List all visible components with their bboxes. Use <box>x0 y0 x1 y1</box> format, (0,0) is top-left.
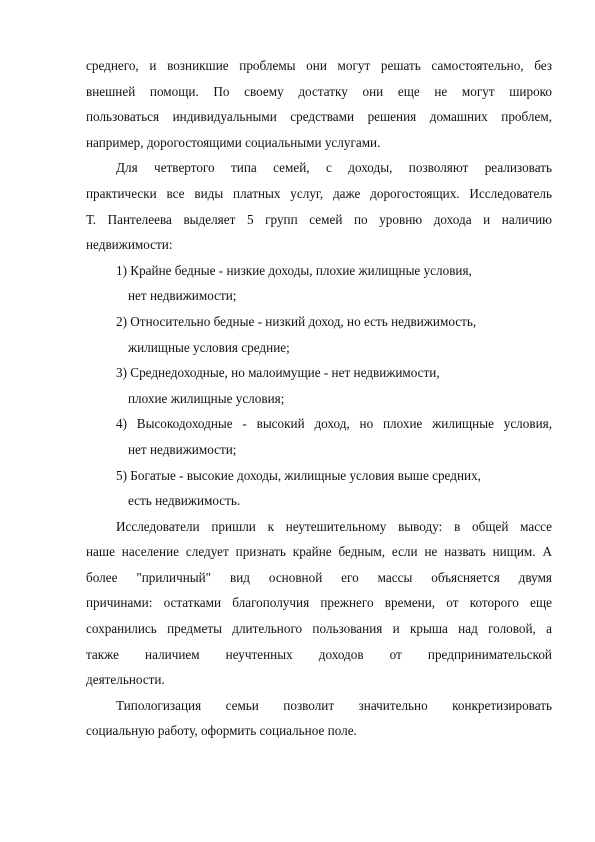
text-line: сохранились предметы длительного пользования и крыша над головой, а <box>86 621 552 637</box>
list-item-continuation: плохие жилищные условия; <box>128 390 285 406</box>
list-item-continuation: жилищные условия средние; <box>128 339 290 355</box>
text-line: пользоваться индивидуальными средствами решения домашних проблем, <box>86 109 552 125</box>
text-line: недвижимости: <box>86 237 173 253</box>
text-line: практически все виды платных услуг, даже дорогостоящих. Исследователь <box>86 185 552 201</box>
list-item <box>86 360 552 411</box>
text-line: социальную работу, оформить социальное поле. <box>86 723 357 739</box>
list-item-text: 3) Среднедоходные, но малоимущие - нет недвижимости, <box>116 365 440 381</box>
text-line: Для четвертого типа семей, с доходы, позволяют реализовать <box>116 160 552 176</box>
text-line: более "приличный" вид основной его массы объясняется двумя <box>86 569 552 585</box>
text-line: наше население следует признать крайне бедным, если не назвать нищим. А <box>86 544 552 560</box>
document-text <box>86 53 552 744</box>
text-line: Типологизация семьи позволит значительно конкретизировать <box>116 697 552 713</box>
list-item <box>86 258 552 309</box>
paragraph-continuation <box>86 53 552 155</box>
text-line: также наличием неучтенных доходов от предпринимательской <box>86 646 552 662</box>
list-item-continuation: есть недвижимость. <box>128 493 241 509</box>
text-line: среднего, и возникшие проблемы они могут решать самостоятельно, без <box>86 58 552 73</box>
text-line: деятельности. <box>86 672 165 688</box>
list-item <box>86 309 552 360</box>
list-item <box>86 463 552 514</box>
list-item <box>86 411 552 462</box>
text-line: внешней помощи. По своему достатку они еще не могут широко <box>86 83 552 99</box>
list-item-continuation: нет недвижимости; <box>128 288 237 304</box>
list-item-text: 4) Высокодоходные - высокий доход, но плохие жилищные условия, <box>116 416 552 432</box>
family-groups-list <box>86 258 552 514</box>
text-line: Т. Пантелеева выделяет 5 групп семей по уровню дохода и наличию <box>86 211 552 227</box>
list-item-continuation: нет недвижимости; <box>128 441 237 457</box>
text-line: причинами: остатками благополучия прежнего времени, от которого еще <box>86 595 552 611</box>
paragraph-conclusion <box>86 514 552 693</box>
list-item-text: 1) Крайне бедные - низкие доходы, плохие жилищные условия, <box>116 262 472 278</box>
text-line: Исследователи пришли к неутешительному выводу: в общей массе <box>116 518 552 534</box>
list-item-text: 2) Относительно бедные - низкий доход, но есть недвижимость, <box>116 313 477 329</box>
list-item-text: 5) Богатые - высокие доходы, жилищные условия выше средних, <box>116 467 481 483</box>
paragraph-fourth-type <box>86 155 552 257</box>
text-line: например, дорогостоящими социальными услугами. <box>86 134 381 150</box>
paragraph-typologization <box>86 693 552 744</box>
